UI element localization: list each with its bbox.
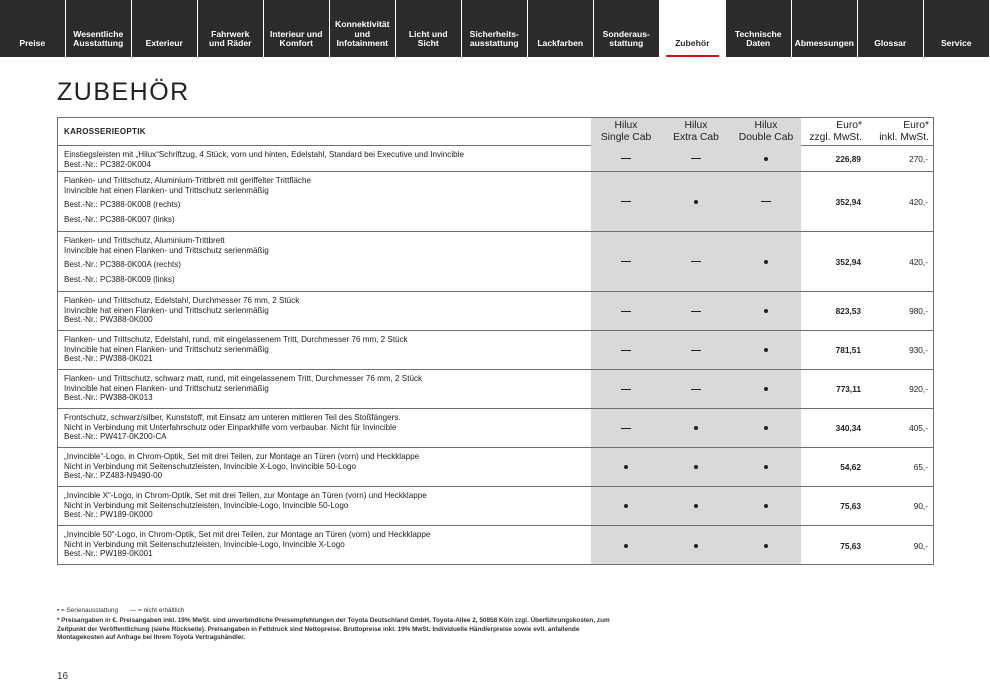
column-header-4 bbox=[868, 118, 934, 146]
availability-cell bbox=[731, 232, 801, 291]
price-net: 340,34 bbox=[835, 423, 861, 433]
nav-tab-label: Licht und Sicht bbox=[408, 28, 448, 49]
item-description bbox=[64, 530, 584, 559]
availability-cell bbox=[661, 292, 731, 330]
price-net: 54,62 bbox=[840, 462, 861, 472]
table-row bbox=[58, 526, 934, 565]
table-header bbox=[58, 118, 934, 146]
column-header-line2: Extra Cab bbox=[673, 132, 719, 143]
nav-tab-label: Sicherheits- ausstattung bbox=[469, 28, 519, 49]
part-number: Best.-Nr.: PW388-0K013 bbox=[64, 393, 153, 403]
standard-dot-icon bbox=[764, 309, 768, 313]
column-header-line1: Hilux bbox=[614, 120, 638, 132]
table-row bbox=[58, 370, 934, 409]
not-available-dash-icon bbox=[691, 389, 701, 390]
not-available-dash-icon bbox=[621, 428, 631, 429]
availability-cell bbox=[591, 232, 661, 291]
nav-tab-label: Service bbox=[940, 38, 972, 49]
availability-cell bbox=[661, 146, 731, 171]
nav-tab-2[interactable] bbox=[132, 0, 197, 57]
part-number: Best.-Nr.: PC388-0K008 (rechts) bbox=[64, 200, 181, 210]
availability-cell bbox=[731, 409, 801, 447]
legend-standard: • = Serienausstattung bbox=[57, 607, 119, 614]
part-number: Best.-Nr.: PW189-0K001 bbox=[64, 549, 153, 559]
column-header-line1: Euro* bbox=[836, 120, 862, 132]
page-number: 16 bbox=[57, 671, 69, 682]
not-available-dash-icon bbox=[691, 158, 701, 159]
nav-tab-label: Fahrwerk und Räder bbox=[209, 28, 252, 49]
nav-tab-11[interactable] bbox=[726, 0, 791, 57]
part-number: Best.-Nr.: PW189-0K000 bbox=[64, 510, 153, 520]
nav-tab-14[interactable] bbox=[924, 0, 989, 57]
availability-cell bbox=[661, 409, 731, 447]
nav-tab-label: Preise bbox=[19, 38, 46, 49]
item-title: Frontschutz, schwarz/silber, Kunststoff, mit Einsatz am unteren mittleren Teil des Stoßfängers. bbox=[64, 413, 401, 422]
price-net: 75,63 bbox=[840, 540, 861, 551]
nav-tab-label: Wesentliche Ausstattung bbox=[73, 28, 124, 49]
price-gross: 405,- bbox=[909, 423, 928, 433]
item-note: Nicht in Verbindung mit Unterfahrschutz oder Einparkhilfe vorn verbaubar. Nicht für Invincible bbox=[64, 422, 397, 432]
item-note: Invincible hat einen Flanken- und Trittschutz serienmäßig bbox=[64, 344, 269, 354]
item-note: Invincible hat einen Flanken- und Trittschutz serienmäßig bbox=[64, 245, 269, 255]
nav-tab-8[interactable] bbox=[528, 0, 593, 57]
availability-cell bbox=[731, 292, 801, 330]
column-header-line2: inkl. MwSt. bbox=[879, 132, 929, 143]
price-gross: 65,- bbox=[913, 462, 928, 472]
availability-cell bbox=[591, 172, 661, 231]
item-title: Flanken- und Trittschutz, schwarz matt, rund, mit eingelassenem Tritt, Durchmesser 76 mm, 2 Stück bbox=[64, 374, 423, 383]
item-title: Flanken- und Trittschutz, Edelstahl, Durchmesser 76 mm, 2 Stück bbox=[64, 296, 300, 305]
column-header-line2: zzgl. MwSt. bbox=[809, 132, 862, 143]
item-description bbox=[64, 335, 584, 364]
not-available-dash-icon bbox=[621, 201, 631, 202]
availability-cell bbox=[731, 526, 801, 565]
availability-cell bbox=[591, 292, 661, 330]
price-net: 352,94 bbox=[835, 196, 861, 207]
price-net: 781,51 bbox=[835, 345, 861, 355]
legend-not-available: — = nicht erhältlich bbox=[129, 607, 185, 614]
not-available-dash-icon bbox=[761, 201, 771, 202]
price-net: 823,53 bbox=[835, 306, 861, 316]
availability-cell bbox=[661, 370, 731, 408]
availability-cell bbox=[661, 487, 731, 525]
item-note: Invincible hat einen Flanken- und Trittschutz serienmäßig bbox=[64, 305, 269, 315]
nav-tab-label: Lackfarben bbox=[537, 38, 584, 49]
part-number: Best.-Nr.: PW417-0K200-CA bbox=[64, 432, 167, 442]
availability-cell bbox=[661, 232, 731, 291]
item-description bbox=[64, 413, 584, 442]
standard-dot-icon bbox=[694, 544, 698, 548]
price-net: 773,11 bbox=[836, 384, 861, 394]
item-title: Flanken- und Trittschutz, Aluminium-Trittbrett mit geriffelter Trittfläche bbox=[64, 176, 311, 185]
accessories-table bbox=[57, 117, 934, 565]
nav-tab-label: Exterieur bbox=[145, 38, 183, 49]
column-header-line1: Euro* bbox=[903, 120, 929, 132]
availability-cell bbox=[661, 331, 731, 369]
section-label: KAROSSERIEOPTIK bbox=[64, 127, 146, 136]
footnotes bbox=[57, 607, 617, 643]
item-note: Nicht in Verbindung mit Seitenschutzleisten, Invincible-Logo, Invincible 50-Logo bbox=[64, 500, 349, 510]
price-gross: 90,- bbox=[913, 540, 928, 551]
nav-tab-5[interactable] bbox=[330, 0, 395, 57]
column-header-line1: Hilux bbox=[684, 120, 708, 132]
standard-dot-icon bbox=[624, 544, 628, 548]
column-header-line1: Hilux bbox=[754, 120, 778, 132]
item-description bbox=[64, 150, 584, 169]
item-title: „Invincible 50“-Logo, in Chrom-Optik, Set mit drei Teilen, zur Montage an Türen (vorn) und Heckklappe bbox=[64, 530, 431, 539]
column-header-line2: Double Cab bbox=[738, 132, 794, 143]
nav-tab-label: Interieur und Komfort bbox=[269, 28, 323, 49]
nav-tab-label: Technische Daten bbox=[734, 28, 782, 49]
page-title: ZUBEHÖR bbox=[57, 78, 190, 106]
not-available-dash-icon bbox=[621, 389, 631, 390]
column-header-line2: Single Cab bbox=[600, 132, 652, 143]
availability-cell bbox=[591, 526, 661, 565]
nav-tab-7[interactable] bbox=[462, 0, 527, 57]
top-navigation bbox=[0, 0, 990, 57]
availability-cell bbox=[661, 526, 731, 565]
standard-dot-icon bbox=[694, 465, 698, 469]
availability-cell bbox=[661, 172, 731, 231]
price-net: 352,94 bbox=[835, 256, 861, 267]
item-title: Flanken- und Trittschutz, Aluminium-Trittbrett bbox=[64, 236, 225, 245]
item-description bbox=[64, 491, 584, 520]
item-description bbox=[64, 176, 584, 224]
table-row bbox=[58, 331, 934, 370]
price-gross: 420,- bbox=[909, 196, 928, 207]
nav-tab-3[interactable] bbox=[198, 0, 263, 57]
table-row bbox=[58, 292, 934, 331]
column-header-2 bbox=[731, 118, 801, 146]
price-footnote: * Preisangaben in €. Preisangaben inkl. 19% MwSt. sind unverbindliche Preisempfehlungen der Toyota Deutschland GmbH, Toyota-Allee 2, 50858 Köln zzgl. Überführungskosten, zum Zeitpunkt der Veröffentlichung (siehe Rückseite). Preisangaben in Fettdruck sind Nettopreise. Bruttopreise inkl. 19% MwSt. Individuelle Händlerpreise sowie evtl. anfallende Montagekosten auf Anfrage bei Ihrem Toyota Vertragshändler. bbox=[57, 617, 610, 642]
not-available-dash-icon bbox=[621, 158, 631, 159]
nav-tab-13[interactable] bbox=[858, 0, 923, 57]
nav-tab-label: Abmessungen bbox=[794, 38, 854, 49]
price-net: 226,89 bbox=[835, 153, 861, 164]
availability-cell bbox=[591, 409, 661, 447]
price-gross: 980,- bbox=[909, 306, 928, 316]
not-available-dash-icon bbox=[691, 261, 701, 262]
part-number: Best.-Nr.: PC388-0K009 (links) bbox=[64, 274, 175, 284]
availability-cell bbox=[731, 448, 801, 486]
part-number: Best.-Nr.: PC388-0K00A (rechts) bbox=[64, 260, 181, 270]
nav-tab-4[interactable] bbox=[264, 0, 329, 57]
not-available-dash-icon bbox=[621, 261, 631, 262]
availability-cell bbox=[591, 370, 661, 408]
item-description bbox=[64, 452, 584, 481]
nav-tab-1[interactable] bbox=[66, 0, 131, 57]
nav-tab-label: Konnektivität und Infotainment bbox=[335, 19, 390, 49]
availability-cell bbox=[591, 146, 661, 171]
nav-tab-12[interactable] bbox=[792, 0, 857, 57]
nav-tab-6[interactable] bbox=[396, 0, 461, 57]
standard-dot-icon bbox=[694, 426, 698, 430]
price-gross: 930,- bbox=[909, 345, 928, 355]
not-available-dash-icon bbox=[691, 350, 701, 351]
standard-dot-icon bbox=[624, 504, 628, 508]
price-gross: 90,- bbox=[913, 501, 928, 511]
availability-cell bbox=[731, 370, 801, 408]
item-note: Nicht in Verbindung mit Seitenschutzleisten, Invincible X-Logo, Invincible 50-Logo bbox=[64, 461, 356, 471]
table-row bbox=[58, 448, 934, 487]
table-row bbox=[58, 409, 934, 448]
part-number: Best.-Nr.: PW388-0K000 bbox=[64, 315, 153, 325]
standard-dot-icon bbox=[764, 465, 768, 469]
item-description bbox=[64, 374, 584, 403]
nav-tab-0[interactable] bbox=[0, 0, 65, 57]
standard-dot-icon bbox=[764, 387, 768, 391]
table-row bbox=[58, 232, 934, 292]
item-note: Nicht in Verbindung mit Seitenschutzleisten, Invincible-Logo, Invincible X-Logo bbox=[64, 539, 345, 549]
not-available-dash-icon bbox=[691, 311, 701, 312]
part-number: Best.-Nr.: PC388-0K007 (links) bbox=[64, 214, 175, 224]
nav-tab-label: Sonderaus- stattung bbox=[602, 28, 650, 49]
item-note: Invincible hat einen Flanken- und Trittschutz serienmäßig bbox=[64, 185, 269, 195]
item-note: Invincible hat einen Flanken- und Trittschutz serienmäßig bbox=[64, 383, 269, 393]
nav-tab-label: Glossar bbox=[874, 38, 907, 49]
column-header-1 bbox=[661, 118, 731, 146]
standard-dot-icon bbox=[694, 504, 698, 508]
part-number: Best.-Nr.: PW388-0K021 bbox=[64, 354, 153, 364]
availability-cell bbox=[591, 487, 661, 525]
nav-tab-10[interactable] bbox=[660, 0, 725, 57]
column-header-3 bbox=[801, 118, 868, 146]
standard-dot-icon bbox=[764, 504, 768, 508]
item-title: Flanken- und Trittschutz, Edelstahl, rund, mit eingelassenem Tritt, Durchmesser 76 mm, 2 Stück bbox=[64, 335, 408, 344]
availability-cell bbox=[731, 331, 801, 369]
not-available-dash-icon bbox=[621, 311, 631, 312]
price-gross: 920,- bbox=[909, 384, 928, 394]
part-number: Best.-Nr.: PC382-0K004 bbox=[64, 159, 151, 169]
standard-dot-icon bbox=[624, 465, 628, 469]
price-gross: 420,- bbox=[909, 256, 928, 267]
table-row bbox=[58, 487, 934, 526]
standard-dot-icon bbox=[764, 157, 768, 161]
availability-cell bbox=[591, 448, 661, 486]
standard-dot-icon bbox=[764, 426, 768, 430]
price-gross: 270,- bbox=[909, 153, 928, 164]
part-number: Best.-Nr.: PZ483-N9490-00 bbox=[64, 471, 163, 481]
column-header-0 bbox=[591, 118, 661, 146]
nav-tab-9[interactable] bbox=[594, 0, 659, 57]
standard-dot-icon bbox=[694, 200, 698, 204]
standard-dot-icon bbox=[764, 348, 768, 352]
availability-cell bbox=[731, 146, 801, 171]
not-available-dash-icon bbox=[621, 350, 631, 351]
standard-dot-icon bbox=[764, 260, 768, 264]
availability-cell bbox=[591, 331, 661, 369]
item-title: Einstiegsleisten mit „Hilux“Schriftzug, 4 Stück, vorn und hinten, Edelstahl, Standard bei Executive und Invincible bbox=[64, 150, 464, 159]
item-description bbox=[64, 296, 584, 325]
table-row bbox=[58, 146, 934, 172]
nav-tab-label: Zubehör bbox=[675, 38, 710, 49]
table-row bbox=[58, 172, 934, 232]
item-title: „Invincible X“-Logo, in Chrom-Optik, Set mit drei Teilen, zur Montage an Türen (vorn) und Heckklappe bbox=[64, 491, 427, 500]
availability-cell bbox=[731, 487, 801, 525]
legend bbox=[57, 607, 617, 615]
availability-cell bbox=[731, 172, 801, 231]
availability-cell bbox=[661, 448, 731, 486]
item-description bbox=[64, 236, 584, 284]
price-net: 75,63 bbox=[840, 501, 861, 511]
standard-dot-icon bbox=[764, 544, 768, 548]
item-title: „Invincible“-Logo, in Chrom-Optik, Set mit drei Teilen, zur Montage an Türen (vorn) und Heckklappe bbox=[64, 452, 420, 461]
